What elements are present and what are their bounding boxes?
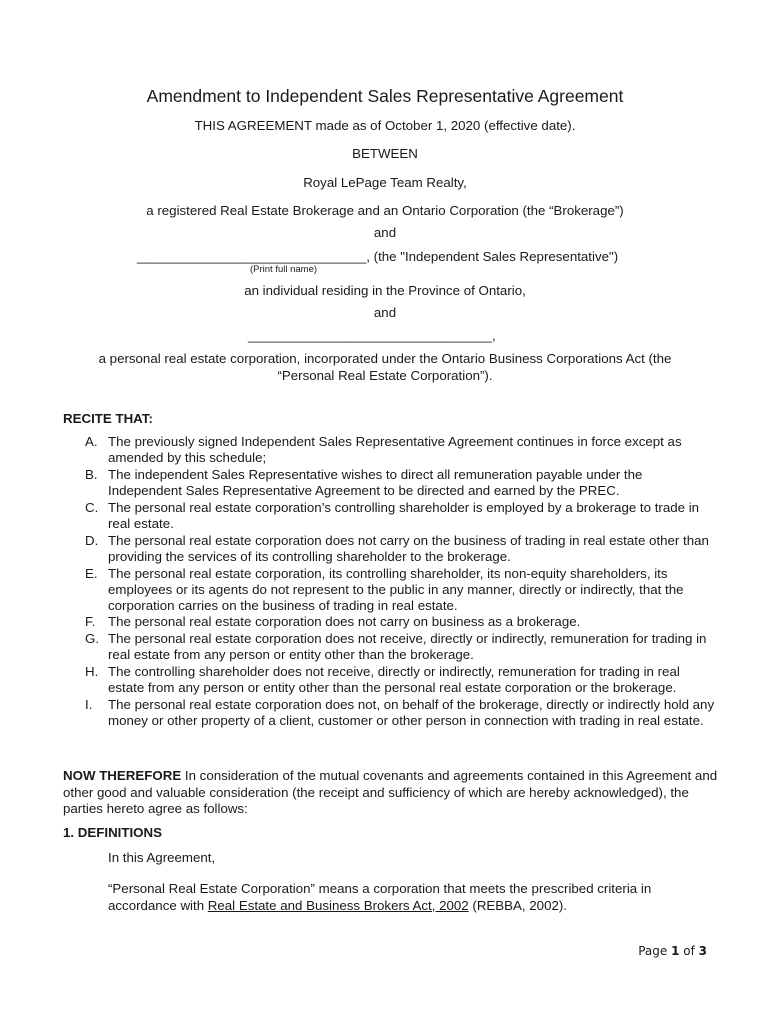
prec-name-line: _________________________________, xyxy=(248,328,496,343)
recital-item xyxy=(85,533,715,565)
recital-text: The previously signed Independent Sales Representative Agreement continues in force except as amended by this schedule; xyxy=(108,434,682,465)
recital-letter: I. xyxy=(85,697,93,712)
now-therefore-text: In consideration of the mutual covenants and agreements contained in this Agreement and other good and valuable consideration (the receipt and sufficiency of which are hereby acknowledged), the parties hereto agree as follows: xyxy=(63,768,718,816)
between-label: BETWEEN xyxy=(352,146,418,161)
prec-description-line-2: “Personal Real Estate Corporation”). xyxy=(277,368,493,383)
recital-letter: H. xyxy=(85,664,99,679)
recital-text: The personal real estate corporation does not, on behalf of the brokerage, directly or indirectly hold any money or other property of a client, customer or other person in connection with trading in real estate. xyxy=(108,697,715,728)
recital-item xyxy=(85,664,715,696)
recital-letter: B. xyxy=(85,467,98,482)
recital-text: The personal real estate corporation does not carry on business as a brokerage. xyxy=(108,614,581,629)
in-this-agreement: In this Agreement, xyxy=(108,850,216,865)
recital-item xyxy=(85,434,715,466)
recital-item xyxy=(85,614,715,630)
recital-item xyxy=(85,566,715,614)
brokerage-description: a registered Real Estate Brokerage and an Ontario Corporation (the “Brokerage”) xyxy=(146,203,624,218)
brokerage-name: Royal LePage Team Realty, xyxy=(303,175,467,190)
prec-description-line-1: a personal real estate corporation, incorporated under the Ontario Business Corporations Act (the xyxy=(98,351,672,366)
definition-text-end: (REBBA, 2002). xyxy=(468,897,567,913)
agreement-date-line: THIS AGREEMENT made as of October 1, 2020 (effective date). xyxy=(194,118,576,133)
print-full-name-caption: (Print full name) xyxy=(250,264,318,275)
page-number: 1 xyxy=(671,944,680,958)
document-title: Amendment to Independent Sales Representative Agreement xyxy=(146,86,624,106)
recital-letter: E. xyxy=(85,566,98,581)
recital-text: The personal real estate corporation’s controlling shareholder is employed by a brokerage to trade in real estate. xyxy=(108,500,700,531)
recital-item xyxy=(85,631,715,663)
recital-letter: F. xyxy=(85,614,96,629)
page-label: Page xyxy=(638,944,672,958)
page-total: 3 xyxy=(698,944,707,958)
recital-text: The independent Sales Representative wishes to direct all remuneration payable under the Independent Sales Representative Agreement to be directed and earned by the PREC. xyxy=(108,467,643,498)
definition-paragraph xyxy=(108,881,708,914)
recital-letter: G. xyxy=(85,631,100,646)
recital-letter: A. xyxy=(85,434,98,449)
and-separator-1: and xyxy=(373,225,397,240)
rebba-link[interactable]: Real Estate and Business Brokers Act, 2002 xyxy=(207,897,469,913)
definition-text: “Personal Real Estate Corporation” means a corporation that meets the prescribed criteria in accordance with xyxy=(108,881,652,913)
recital-text: The personal real estate corporation does not receive, directly or indirectly, remuneration for trading in real estate from any person or entity other than the brokerage. xyxy=(108,631,707,662)
individual-description: an individual residing in the Province of Ontario, xyxy=(244,283,526,298)
recital-letter: D. xyxy=(85,533,99,548)
recital-text: The controlling shareholder does not receive, directly or indirectly, remuneration for trading in real estate from any person or entity other than the personal real estate corporation or the brokerage. xyxy=(108,664,680,695)
now-therefore-lead: NOW THEREFORE xyxy=(63,768,182,783)
section-1-heading: 1. DEFINITIONS xyxy=(63,825,162,840)
page-footer xyxy=(638,944,707,958)
page-of: of xyxy=(679,944,699,958)
recital-item xyxy=(85,697,715,729)
recital-item xyxy=(85,500,715,532)
recital-letter: C. xyxy=(85,500,99,515)
recite-heading: RECITE THAT: xyxy=(63,411,153,426)
representative-name-line: _______________________________, (the "Independent Sales Representative") xyxy=(137,249,619,264)
and-separator-2: and xyxy=(373,305,397,320)
recital-item xyxy=(85,467,715,499)
recital-text: The personal real estate corporation, its controlling shareholder, its non-equity shareholders, its employees or its agents do not represent to the public in any manner, directly or indirectly, that the corporation carries on the business of trading in real estate. xyxy=(108,566,684,613)
recital-text: The personal real estate corporation does not carry on the business of trading in real estate other than providing the services of its controlling shareholder to the brokerage. xyxy=(108,533,709,564)
now-therefore-paragraph xyxy=(63,768,718,818)
